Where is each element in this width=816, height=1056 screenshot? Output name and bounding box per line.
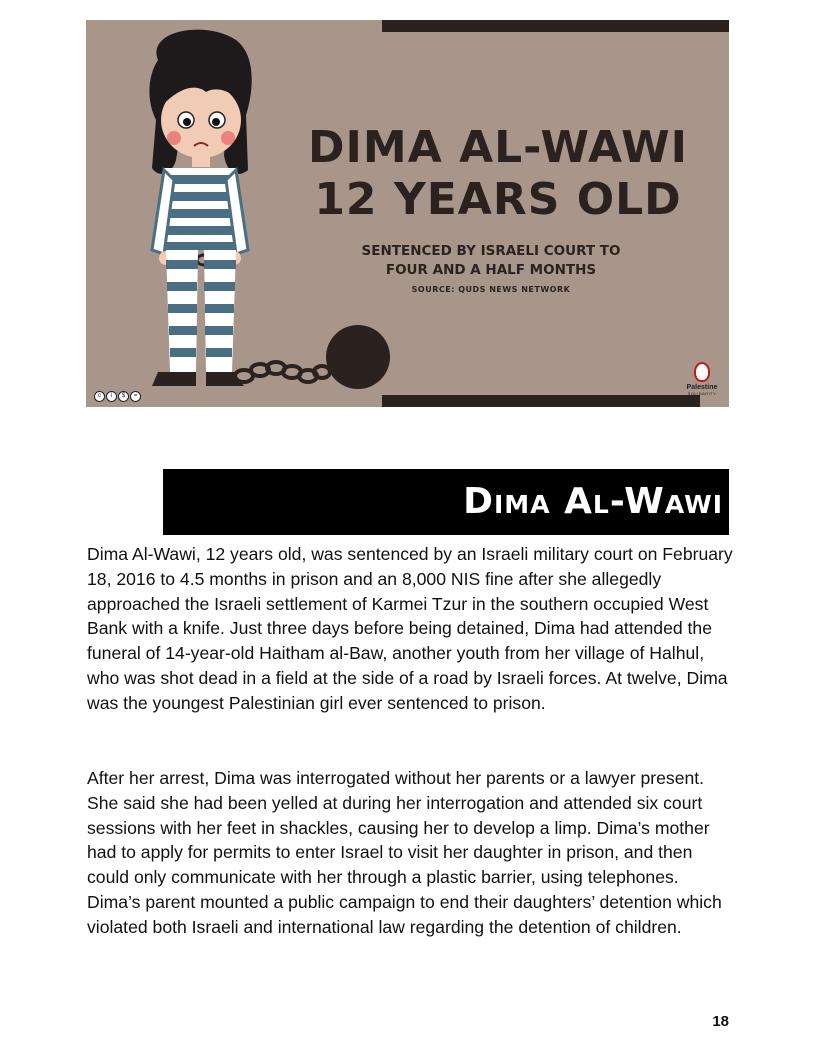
cc-icon: c	[94, 391, 105, 402]
page-number: 18	[712, 1013, 729, 1030]
poster-subtitle-line1: SENTENCED BY ISRAELI COURT TO	[361, 243, 621, 259]
body-paragraph: Dima Al-Wawi, 12 years old, was sentenced by an Israeli military court on February 18, 2016 to 4.5 months in prison and an 8,000 NIS fine after she allegedly approached the Israeli settlement of Karmei Tzur in the southern occupied West Bank with a knife. Just three days before being detained, Dima had attended the funeral of 14-year-old Haitham al-Baw, another youth from her village of Halhul, who was shot dead in a field at the side of a road by Israeli forces. At twelve, Dima was the youngest Palestinian girl ever sentenced to prison.	[87, 544, 733, 713]
logo-name: Palestine	[686, 384, 718, 391]
by-icon: i	[106, 391, 117, 402]
poster-title-name: DIMA AL-WAWI	[308, 122, 688, 173]
nc-icon: $	[118, 391, 129, 402]
sa-icon: =	[130, 391, 141, 402]
poster-image	[86, 20, 729, 407]
poster-title-age: 12 YEARS OLD	[314, 174, 682, 225]
poster-subtitle	[341, 242, 641, 280]
palestine-solidarity-logo	[682, 362, 722, 396]
poster-subtitle-line2: FOUR AND A HALF MONTHS	[385, 262, 597, 278]
logo-mark-icon	[694, 362, 710, 382]
poster-title	[293, 122, 703, 226]
section-heading: Dima Al-Wawi	[163, 469, 729, 535]
poster-source: SOURCE: QUDS NEWS NETWORK	[411, 285, 571, 294]
body-paragraph: After her arrest, Dima was interrogated without her parents or a lawyer present. She said she had been yelled at during her interrogation and attended six court sessions with her feet in shackles, causing her to develop a limp. Dima’s mother had to apply for permits to enter Israel to visit her daughter in prison, and then could only communicate with her through a plastic barrier, using telephones. Dima’s parent mounted a public campaign to end their daughters’ detention which violated both Israeli and international law regarding the detention of children.	[87, 768, 722, 937]
logo-sub: SOLIDARITY	[687, 391, 717, 396]
creative-commons-icon	[94, 391, 141, 402]
